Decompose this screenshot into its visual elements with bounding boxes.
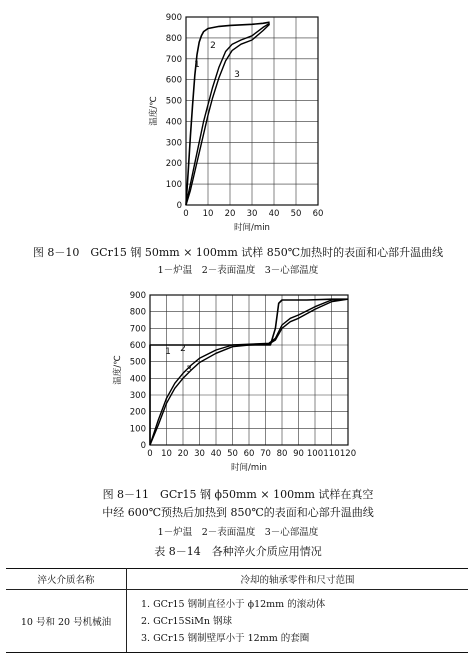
x-tick-label: 120 (339, 449, 357, 459)
table-8-14-title: 表 8－14 各种淬火介质应用情况 (154, 545, 322, 558)
table-cell-item: 1. GCr15 钢制直径小于 ϕ12mm 的滚动体 (141, 598, 326, 610)
table-header-parts: 冷却的轴承零件和尺寸范围 (127, 569, 469, 590)
table-cell-parts (127, 590, 469, 653)
y-tick-label: 400 (165, 117, 182, 128)
table-cell-item: 2. GCr15SiMn 钢球 (141, 615, 232, 627)
x-tick-label: 90 (293, 449, 304, 459)
chart-fig-8-11 (0, 280, 476, 476)
y-tick-label: 100 (165, 180, 182, 191)
x-axis-label: 时间/min (234, 223, 270, 233)
x-axis-label: 时间/min (231, 463, 267, 473)
x-tick-label: 50 (227, 449, 238, 459)
x-tick-label: 30 (246, 209, 258, 219)
y-tick-label: 0 (140, 441, 146, 451)
table-cell-item: 3. GCr15 钢制壁厚小于 12mm 的套圈 (141, 632, 310, 644)
y-tick-label: 300 (165, 138, 182, 149)
y-tick-label: 700 (165, 54, 182, 65)
y-tick-label: 500 (165, 96, 182, 107)
series-line-3 (186, 24, 270, 205)
x-tick-label: 10 (202, 209, 214, 219)
y-tick-label: 300 (129, 391, 146, 401)
chart-fig-8-10 (0, 0, 476, 234)
table-header-row (6, 569, 468, 590)
table-cell-medium: 10 号和 20 号机械油 (6, 590, 127, 653)
quench-media-table (6, 568, 468, 653)
y-tick-label: 600 (165, 75, 182, 86)
x-tick-label: 10 (161, 449, 172, 459)
y-tick-label: 500 (129, 357, 146, 368)
y-tick-label: 200 (129, 407, 146, 418)
table-header-medium: 淬火介质名称 (6, 569, 127, 590)
x-tick-label: 110 (323, 449, 340, 459)
fig-8-11-caption-line2: 中经 600℃预热后加热到 850℃的表面和心部升温曲线 (102, 506, 374, 519)
y-tick-label: 700 (129, 324, 146, 335)
series-label-3: 3 (186, 365, 192, 375)
series-label-1: 1 (165, 347, 171, 357)
x-tick-label: 20 (224, 209, 236, 219)
fig-8-11-caption-line1: 图 8－11 GCr15 钢 ϕ50mm × 100mm 试样在真空 (102, 488, 374, 501)
y-tick-label: 400 (129, 374, 146, 385)
y-tick-label: 0 (176, 201, 182, 211)
x-tick-label: 60 (243, 449, 255, 459)
y-tick-label: 200 (165, 159, 182, 170)
x-tick-label: 70 (260, 449, 271, 459)
x-tick-label: 0 (147, 449, 153, 459)
series-label-1: 1 (194, 60, 200, 70)
fig-8-11-legend: 1－炉温 2－表面温度 3－心部温度 (157, 527, 319, 538)
y-axis-label: 温度/℃ (113, 355, 123, 385)
x-tick-label: 20 (177, 449, 189, 459)
x-tick-label: 40 (268, 209, 280, 219)
y-axis-label: 温度/℃ (149, 96, 159, 126)
x-tick-label: 40 (210, 449, 222, 459)
x-tick-label: 80 (276, 449, 288, 459)
y-tick-label: 800 (165, 33, 182, 44)
y-tick-label: 800 (129, 307, 146, 318)
series-label-3: 3 (234, 70, 240, 80)
x-tick-label: 50 (290, 209, 302, 219)
fig-8-10-caption: 图 8－10 GCr15 钢 50mm × 100mm 试样 850℃加热时的表面和心部升温曲线 (32, 246, 444, 259)
series-label-2: 2 (210, 41, 216, 51)
y-tick-label: 600 (129, 341, 146, 351)
y-tick-label: 100 (129, 424, 146, 435)
x-tick-label: 60 (312, 209, 324, 219)
series-line-2 (186, 23, 270, 205)
x-tick-label: 30 (194, 449, 205, 459)
table-row (6, 590, 468, 653)
y-tick-label: 900 (165, 13, 182, 23)
series-label-2: 2 (180, 344, 186, 354)
x-tick-label: 100 (306, 449, 324, 459)
y-tick-label: 900 (129, 291, 146, 301)
fig-8-10-legend: 1－炉温 2－表面温度 3－心部温度 (157, 265, 319, 276)
x-tick-label: 0 (183, 209, 189, 219)
